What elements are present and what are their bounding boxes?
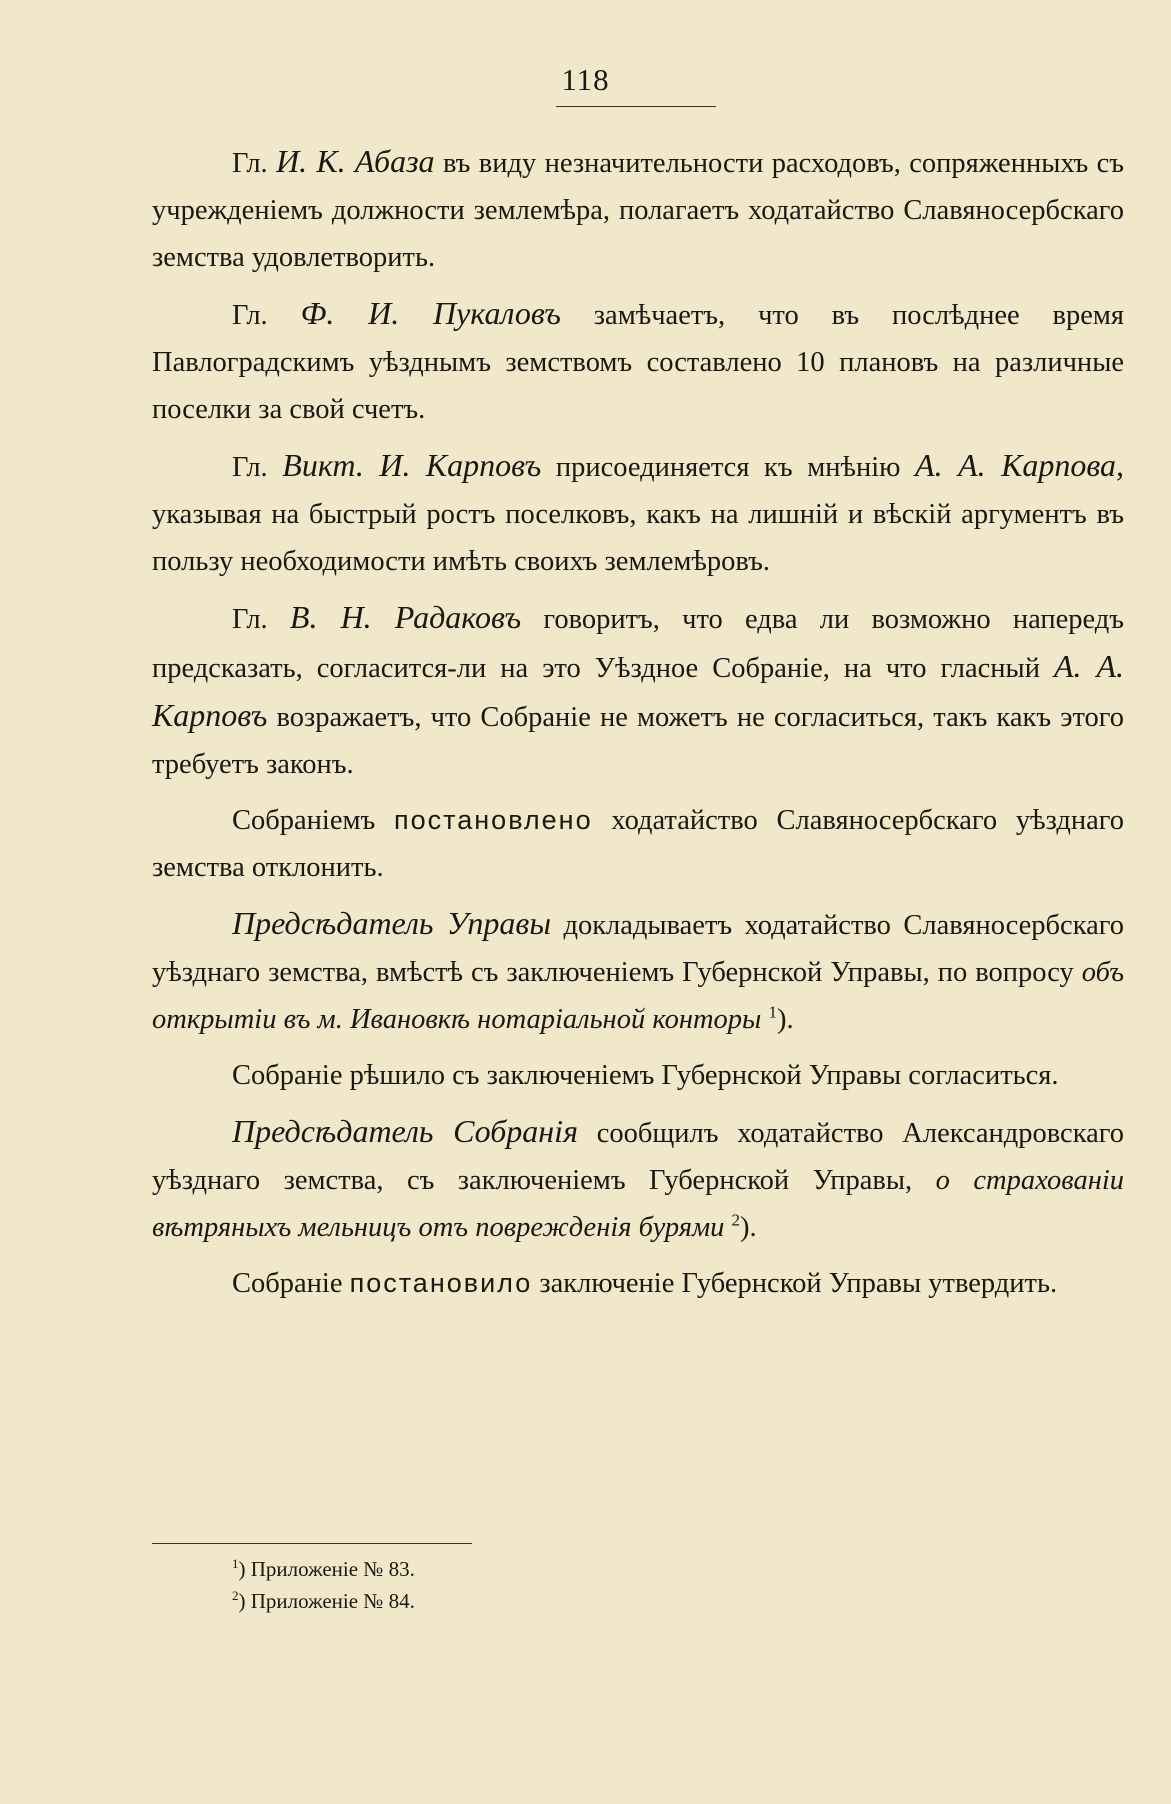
speaker-name: Ф. И. Пукаловъ <box>300 295 561 331</box>
paragraph-text: замѣчаетъ, что въ послѣднее время Павлоградскимъ уѣзднымъ земствомъ составлено 10 плановъ на различные поселки за свой счетъ. <box>152 300 1125 425</box>
page-number-rule <box>556 106 716 107</box>
referenced-name: А. А. Карпова, <box>915 447 1124 483</box>
paragraph-text: ). <box>740 1212 757 1243</box>
speaker-name: Предсѣдатель Собранія <box>232 1113 578 1149</box>
paragraph-text: докладываетъ ходатайство Славяносербскаго уѣзднаго земства, вмѣстѣ съ заключеніемъ Губернской Управы, по вопросу <box>152 910 1124 988</box>
footnote-text: ) Приложеніе № 84. <box>238 1589 415 1613</box>
paragraph-text: въ виду незначительности расходовъ, сопряженныхъ съ учрежденіемъ должности землемѣра, полагаетъ ходатайство Славяносербскаго земства удовлетворить. <box>152 148 1125 273</box>
speaker-title: Гл. <box>232 604 268 635</box>
subject-italic: о страхованіи вѣтряныхъ мельницъ отъ поврежденія бурями <box>152 1165 1125 1243</box>
referenced-name: А. А. Карповъ <box>152 648 1125 733</box>
paragraph-windmill-insurance <box>152 1108 1124 1251</box>
footnote-text: ) Приложеніе № 83. <box>238 1557 415 1581</box>
speaker-name: Викт. И. Карповъ <box>282 447 542 483</box>
paragraph-text: сообщилъ ходатайство Александровскаго уѣзднаго земства, съ заключеніемъ Губернской Управы, <box>152 1118 1125 1196</box>
footnotes <box>232 1553 415 1617</box>
paragraph-text: возражаетъ, что Собраніе не можетъ не согласиться, такъ какъ этого требуетъ законъ. <box>152 702 1125 780</box>
footnote-ref: 2 <box>731 1210 741 1230</box>
speaker-name: Предсѣдатель Управы <box>232 905 551 941</box>
paragraph-resolution-2 <box>152 1052 1124 1099</box>
speaker-name: И. К. Абаза <box>276 143 435 179</box>
body-text <box>152 138 1124 1316</box>
paragraph-text: говоритъ, что едва ли возможно напередъ предсказать, согласится-ли на это Уѣздное Собраніе, на что гласный <box>152 604 1125 684</box>
paragraph-pukalov <box>152 290 1124 433</box>
paragraph-resolution-1 <box>152 797 1124 891</box>
resolution-keyword: постановило <box>349 1268 533 1298</box>
speaker-title: Гл. <box>232 148 268 179</box>
page-number: 118 <box>561 62 610 97</box>
paragraph-radakov <box>152 594 1124 788</box>
paragraph-notary-office <box>152 900 1124 1043</box>
paragraph-text: указывая на быстрый ростъ поселковъ, какъ на лишній и вѣскій аргументъ въ пользу необходимости имѣть своихъ землемѣровъ. <box>152 499 1124 577</box>
subject-italic: объ открытіи въ м. Ивановкѣ нотаріальной конторы <box>152 957 1124 1035</box>
paragraph-text: ). <box>776 1004 794 1035</box>
paragraph-text: Собраніе рѣшило съ заключеніемъ Губернской Управы согласиться. <box>232 1060 1059 1091</box>
paragraph-karpov-vikt <box>152 442 1124 585</box>
paragraph-text: заключеніе Губернской Управы утвердить. <box>539 1268 1058 1299</box>
paragraph-text: ходатайство Славяносербскаго уѣзднаго земства отклонить. <box>152 805 1125 883</box>
paragraph-abaza <box>152 138 1124 281</box>
footnote-ref: 1 <box>768 1002 777 1022</box>
paragraph-resolution-3 <box>152 1260 1124 1307</box>
resolution-keyword: постановлено <box>394 805 593 835</box>
paragraph-text: Собраніемъ <box>232 805 376 836</box>
speaker-title: Гл. <box>232 300 268 331</box>
speaker-title: Гл. <box>232 452 268 483</box>
speaker-name: В. Н. Радаковъ <box>289 599 522 635</box>
footnote-1 <box>232 1553 415 1585</box>
footnote-mark: 2 <box>232 1588 239 1603</box>
footnote-rule <box>152 1543 472 1544</box>
footnote-mark: 1 <box>232 1556 239 1571</box>
footnote-2 <box>232 1585 415 1617</box>
paragraph-text: Собраніе <box>232 1268 343 1299</box>
paragraph-text: присоединяется къ мнѣнію <box>555 452 901 483</box>
